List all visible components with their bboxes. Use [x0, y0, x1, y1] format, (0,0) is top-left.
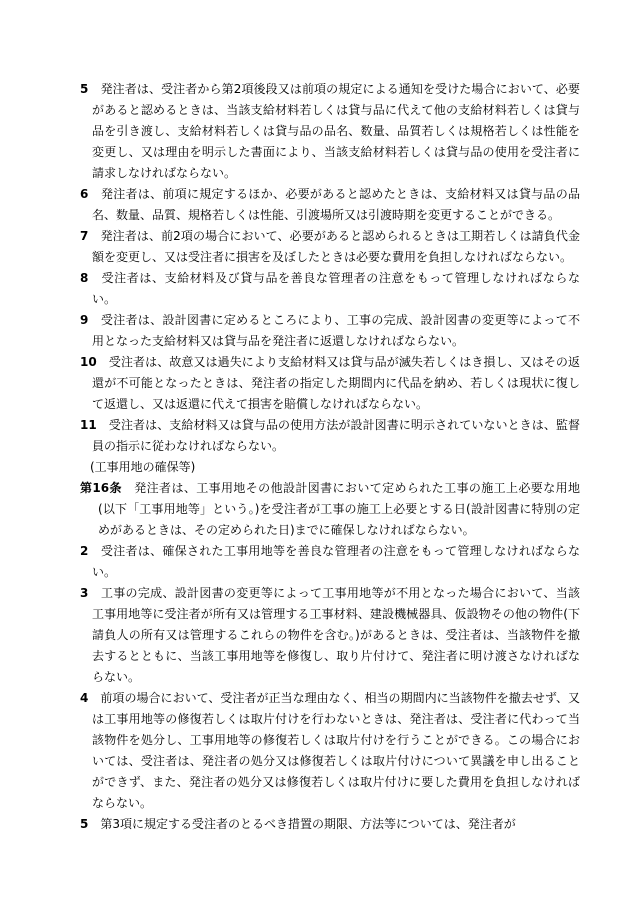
- paragraph-text: 受注者は、設計図書に定めるところにより、工事の完成、設計図書の変更等によって不用となった支給材料又は貸与品を発注者に返還しなければならない。: [88, 313, 580, 348]
- paragraph-text: 発注者は、前項に規定するほか、必要があると認めたときは、支給材料又は貸与品の品名、数量、品質、規格若しくは性能、引渡場所又は引渡時期を変更することができる。: [88, 187, 580, 222]
- article-paragraph-3: [80, 583, 580, 688]
- paragraph-11: [80, 415, 580, 457]
- paragraph-text: 受注者は、故意又は過失により支給材料又は貸与品が滅失若しくはき損し、又はその返還が不可能となったときは、発注者の指定した期間内に代品を納め、若しくは現状に復して返還し、又は返還に代えて損害を賠償しなければならない。: [92, 355, 580, 411]
- paragraph-text: 工事の完成、設計図書の変更等によって工事用地等が不用となった場合において、当該工事用地等に受注者が所有又は管理する工事材料、建設機械器具、仮設物その他の物件(下請負人の所有又は管理するこれらの物件を含む。)があるときは、受注者は、当該物件を撤去するとともに、当該工事用地等を修復し、取り片付けて、発注者に明け渡さなければならない。: [88, 586, 580, 684]
- paragraph-number: 5: [80, 817, 89, 831]
- paragraph-number: 10: [80, 355, 97, 369]
- paragraph-text: 受注者は、支給材料及び貸与品を善良な管理者の注意をもって管理しなければならない。: [88, 271, 580, 306]
- paragraph-number: 3: [80, 586, 89, 600]
- paragraph-text: 前項の場合において、受注者が正当な理由なく、相当の期間内に当該物件を撤去せず、又は工事用地等の修復若しくは取片付けを行わないときは、発注者は、受注者に代わって当該物件を処分し、工事用地等の修復若しくは取片付けを行うことができる。この場合においては、受注者は、発注者の処分又は修復若しくは取片付けについて異議を申し出ることができず、また、発注者の処分又は修復若しくは取片付けに要した費用を負担しなければならない。: [88, 691, 580, 810]
- paragraph-10: [80, 352, 580, 415]
- document-body: [80, 79, 580, 835]
- paragraph-6: [80, 184, 580, 226]
- paragraph-text: 第3項に規定する受注者のとるべき措置の期限、方法等については、発注者が: [88, 817, 516, 831]
- paragraph-9: [80, 310, 580, 352]
- article-paragraph-5: [80, 814, 580, 835]
- article-16: [80, 478, 580, 541]
- article-caption: (工事用地の確保等): [90, 460, 196, 474]
- paragraph-text: 発注者は、前2項の場合において、必要があると認められるときは工期若しくは請負代金額を変更し、又は受注者に損害を及ぼしたときは必要な費用を負担しなければならない。: [88, 229, 580, 264]
- paragraph-8: [80, 268, 580, 310]
- paragraph-number: 7: [80, 229, 89, 243]
- article-number: 第16条: [80, 481, 122, 495]
- paragraph-number: 11: [80, 418, 97, 432]
- paragraph-7: [80, 226, 580, 268]
- paragraph-number: 8: [80, 271, 89, 285]
- paragraph-text: 発注者は、受注者から第2項後段又は前項の規定による通知を受けた場合において、必要があると認めるときは、当該支給材料若しくは貸与品に代えて他の支給材料若しくは貸与品を引き渡し、支給材料若しくは貸与品の品名、数量、品質若しくは規格若しくは性能を変更し、又は理由を明示した書面により、当該支給材料若しくは貸与品の使用を受注者に請求しなければならない。: [88, 82, 580, 180]
- paragraph-number: 2: [80, 544, 89, 558]
- paragraph-5: [80, 79, 580, 184]
- article-text: 発注者は、工事用地その他設計図書において定められた工事の施工上必要な用地(以下「工事用地等」という。)を受注者が工事の施工上必要とする日(設計図書に特別の定めがあるときは、その定められた日)までに確保しなければならない。: [98, 481, 580, 537]
- paragraph-text: 受注者は、確保された工事用地等を善良な管理者の注意をもって管理しなければならない。: [88, 544, 580, 579]
- article-paragraph-4: [80, 688, 580, 814]
- paragraph-text: 受注者は、支給材料又は貸与品の使用方法が設計図書に明示されていないときは、監督員の指示に従わなければならない。: [92, 418, 580, 453]
- paragraph-number: 5: [80, 82, 89, 96]
- paragraph-number: 9: [80, 313, 89, 327]
- paragraph-number: 6: [80, 187, 89, 201]
- article-paragraph-2: [80, 541, 580, 583]
- paragraph-number: 4: [80, 691, 89, 705]
